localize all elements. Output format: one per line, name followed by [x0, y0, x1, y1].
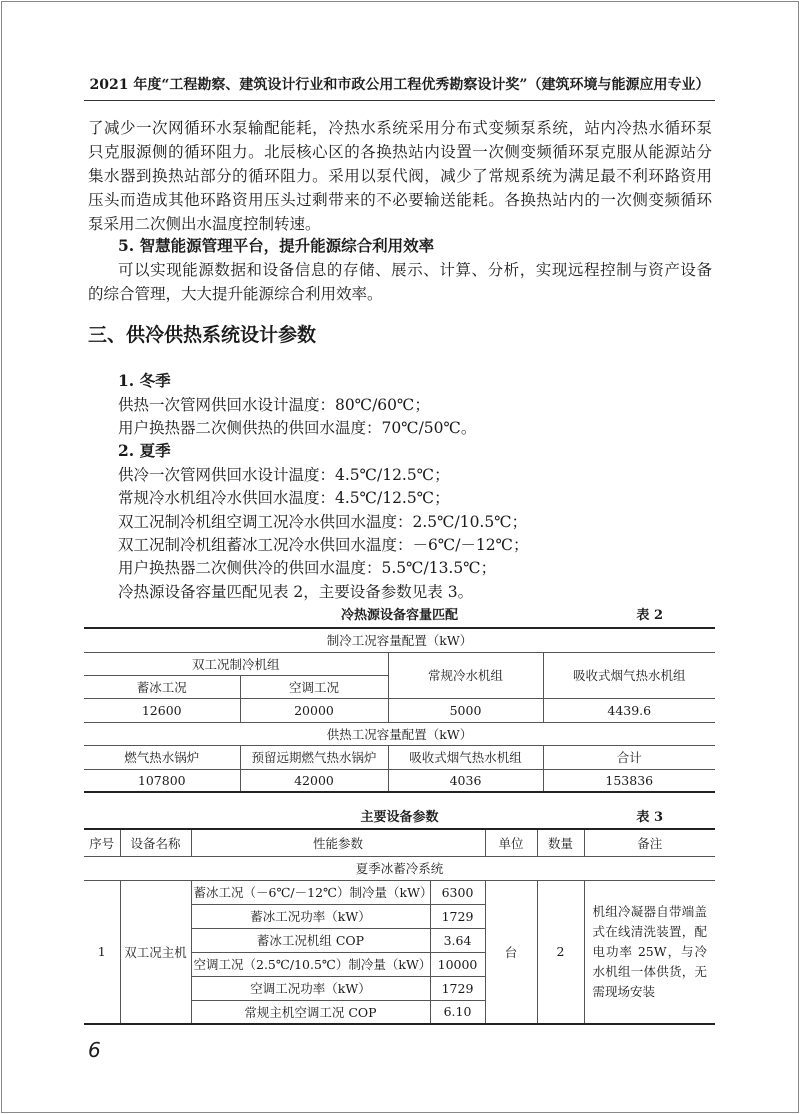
param-value: 6300	[430, 880, 485, 904]
param-name: 蓄冰工况功率（kW）	[191, 904, 430, 928]
cell: 153836	[543, 769, 715, 792]
subheading: 5. 智慧能源管理平台，提升能源综合利用效率	[118, 236, 435, 255]
paragraph-line: 可以实现能源数据和设备信息的存储、展示、计算、分析，实现远程控制与资产设备	[118, 261, 712, 279]
conv-header: 常规冷水机组	[388, 652, 543, 698]
equipment-name: 双工况主机	[120, 880, 191, 1024]
group-title: 夏季冰蓄冷系统	[84, 856, 715, 880]
paragraph-line: 供冷一次管网供回水设计温度：4.5℃/12.5℃；	[118, 466, 450, 484]
param-name: 蓄冰工况机组 COP	[191, 928, 430, 952]
param-value: 1729	[430, 976, 485, 1000]
table3-label: 表 3	[636, 810, 663, 825]
cell: 4036	[388, 769, 543, 792]
section-heading: 三、供冷供热系统设计参数	[88, 324, 317, 346]
param-value: 10000	[430, 952, 485, 976]
subheading-summer: 2. 夏季	[118, 441, 171, 460]
remark: 机组冷凝器自带端盖式在线清洗装置，配电功率 25W，与冷水机组一体供货，无需现场安装	[584, 880, 715, 1024]
header-cell: 设备名称	[120, 829, 191, 856]
cell: 吸收式烟气热水机组	[388, 745, 543, 769]
paragraph-line: 冷热源设备容量匹配见表 2，主要设备参数见表 3。	[118, 583, 474, 601]
param-name: 空调工况（2.5℃/10.5℃）制冷量（kW）	[191, 952, 430, 976]
paragraph-line: 压头而造成其他环路资用压头过剩带来的不必要输送能耗。各换热站内的一次侧变频循环	[88, 191, 712, 209]
table2-title: 冷热源设备容量匹配	[340, 608, 458, 623]
param-name: 蓄冰工况（－6℃/－12℃）制冷量（kW）	[191, 880, 430, 904]
row-number: 1	[84, 880, 120, 1024]
ice-header: 蓄冰工况	[84, 675, 240, 698]
paragraph-line: 用户换热器二次侧供热的供回水温度：70℃/50℃。	[118, 419, 477, 437]
dual-header: 双工况制冷机组	[84, 652, 388, 675]
cell: 5000	[388, 698, 543, 722]
subheading-winter: 1. 冬季	[118, 371, 171, 390]
paragraph-line: 常规冷水机组冷水供回水温度：4.5℃/12.5℃；	[118, 489, 450, 507]
param-value: 3.64	[430, 928, 485, 952]
page-number: 6	[88, 1038, 101, 1062]
header-cell: 数量	[537, 829, 584, 856]
cell: 预留远期燃气热水锅炉	[240, 745, 388, 769]
quantity: 2	[537, 880, 584, 1024]
header-cell: 序号	[84, 829, 120, 856]
cell: 107800	[84, 769, 240, 792]
header-rule	[84, 100, 715, 101]
running-header: 2021 年度“工程勘察、建筑设计行业和市政公用工程优秀勘察设计奖”（建筑环境与能源应用专业）	[89, 77, 710, 93]
param-value: 6.10	[430, 1000, 485, 1024]
param-name: 常规主机空调工况 COP	[191, 1000, 430, 1024]
table3-title: 主要设备参数	[360, 810, 439, 825]
header-cell: 单位	[485, 829, 537, 856]
paragraph-line: 的综合管理，大大提升能源综合利用效率。	[88, 285, 383, 303]
paragraph-line: 了减少一次网循环水泵输配能耗，冷热水系统采用分布式变频泵系统，站内冷热水循环泵	[88, 119, 712, 137]
paragraph-line: 泵采用二次侧出水温度控制转速。	[88, 215, 321, 233]
absorb-header: 吸收式烟气热水机组	[543, 652, 715, 698]
cell: 4439.6	[543, 698, 715, 722]
paragraph-line: 集水器到换热站部分的循环阻力。采用以泵代阀，减少了常规系统为满足最不利环路资用	[88, 167, 712, 185]
heat-section-title: 供热工况容量配置（kW）	[84, 722, 715, 745]
paragraph-line: 只克服源侧的循环阻力。北辰核心区的各换热站内设置一次侧变频循环泵克服从能源站分	[88, 143, 712, 161]
capacity-table	[84, 627, 715, 793]
paragraph-line: 双工况制冷机组蓄冰工况冷水供回水温度：－6℃/－12℃；	[118, 536, 529, 554]
cell: 12600	[84, 698, 240, 722]
paragraph-line: 双工况制冷机组空调工况冷水供回水温度：2.5℃/10.5℃；	[118, 513, 528, 531]
cell: 42000	[240, 769, 388, 792]
cool-section-title: 制冷工况容量配置（kW）	[84, 628, 715, 652]
header-cell: 备注	[584, 829, 715, 856]
unit: 台	[485, 880, 537, 1024]
table2-label: 表 2	[636, 608, 663, 623]
paragraph-line: 供热一次管网供回水设计温度：80℃/60℃；	[118, 396, 430, 414]
ac-header: 空调工况	[240, 675, 388, 698]
cell: 燃气热水锅炉	[84, 745, 240, 769]
param-name: 空调工况功率（kW）	[191, 976, 430, 1000]
cell: 20000	[240, 698, 388, 722]
cell: 合计	[543, 745, 715, 769]
equipment-table	[84, 828, 715, 1025]
header-cell: 性能参数	[191, 829, 485, 856]
paragraph-line: 用户换热器二次侧供冷的供回水温度：5.5℃/13.5℃；	[118, 559, 497, 577]
param-value: 1729	[430, 904, 485, 928]
